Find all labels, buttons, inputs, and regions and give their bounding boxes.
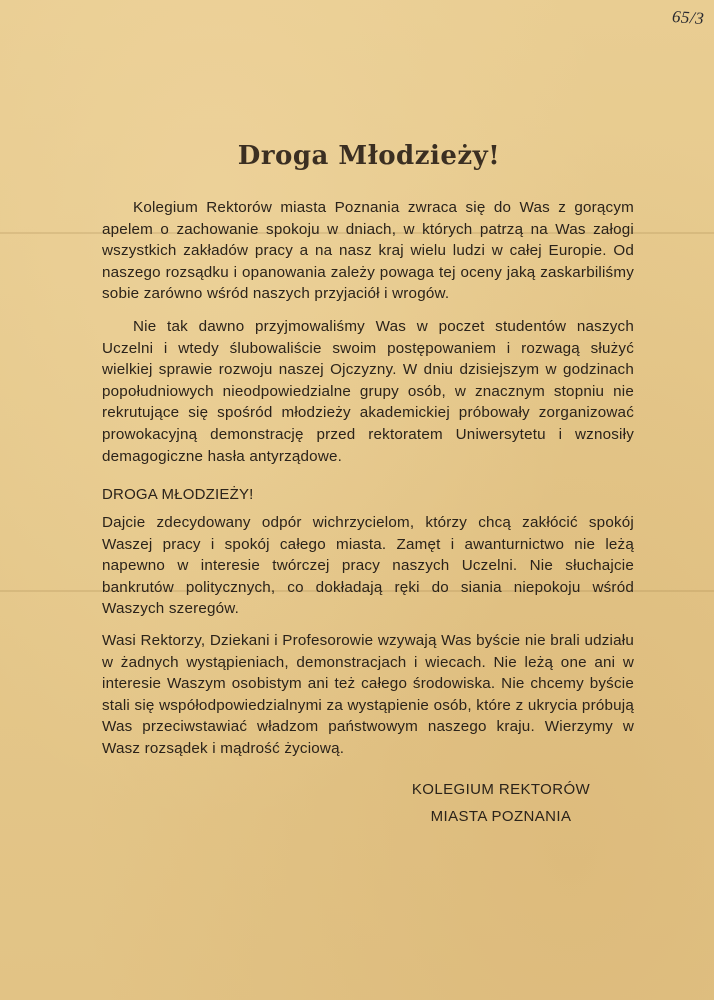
paragraph-appeal: Kolegium Rektorów miasta Poznania zwraca się do Was z gorącym apelem o zachowanie spokoju w dniach, w których patrzą na Was załogi wszystkich zakładów pracy a na nasz kraj wielu ludzi w całej Europie. Od naszego rozsądku i opanowania zależy powaga tej oceny jaką zaskarbiliśmy sobie zarówno wśród naszych przyjaciół i wrogów. <box>102 199 634 303</box>
signature-line-2: MIASTA POZNANIA <box>430 808 572 825</box>
paragraph-demonstration: Nie tak dawno przyjmowaliśmy Was w poczet studentów naszych Uczelni i wtedy ślubowaliście swoim postępowaniem i rozwagą służyć wielkiej sprawie rozwoju naszej Ojczyzny. W dniu dzisiejszym w godzinach popołudniowych nieodpowiedzialne grupy osób, w znacznym stopniu nie rekrutujące się spośród młodzieży akademickiej próbowały zorganizować prowokacyjną demonstrację przed rektoratem Uniwersytetu i wznosiły demagogiczne hasła antyrządowe. <box>102 318 634 465</box>
document-title: Droga Młodzieży! <box>237 141 501 171</box>
salutation: DROGA MŁODZIEŻY! <box>102 486 254 503</box>
archive-mark: 65/3 <box>671 6 705 29</box>
paragraph-resist: Dajcie zdecydowany odpór wichrzycielom, którzy chcą zakłócić spokój Waszej pracy i spokój całego miasta. Zamęt i awanturnictwo nie leżą napewno w interesie twórczej pracy naszych Uczelni. Nie słuchajcie bankrutów politycznych, co dokładają ręki do siania niepokoju wśród Waszych szeregów. <box>102 514 634 618</box>
paragraph-call-to-abstain: Wasi Rektorzy, Dziekani i Profesorowie wzywają Was byście nie brali udziału w żadnych wystąpieniach, demonstracjach i wiecach. Nie leżą one ani w interesie Waszym osobistym ani też całego środowiska. Nie chcemy byście stali się współodpowiedzialnymi za wystąpienie osób, które z ukrycia próbują Was przeciwstawiać władzom państwowym naszego kraju. Wierzymy w Wasz rozsądek i mądrość życiową. <box>102 632 634 757</box>
signature-line-1: KOLEGIUM REKTORÓW <box>411 781 591 798</box>
